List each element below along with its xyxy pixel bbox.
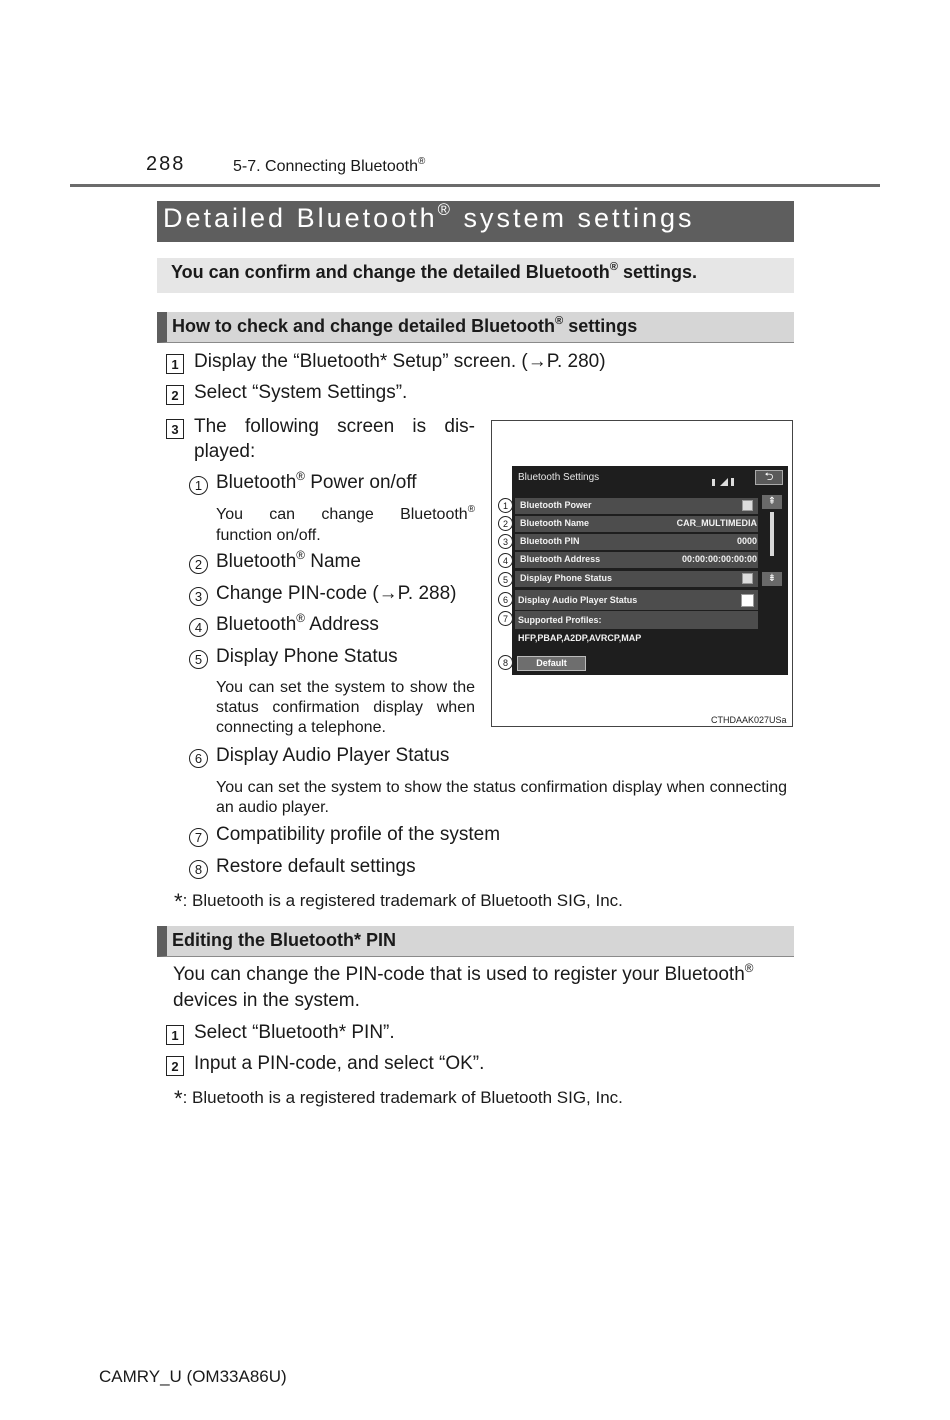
footer-code: CAMRY_U (OM33A86U)	[99, 1367, 287, 1386]
item-number: 5	[189, 650, 208, 669]
step-number: 2	[166, 1056, 184, 1076]
intro-text: You can confirm and change the detailed Bluetooth® settings.	[171, 260, 697, 282]
step-number: 2	[166, 385, 184, 405]
step-number: 3	[166, 419, 184, 439]
item-number: 1	[189, 476, 208, 495]
screen-row-value: 0000	[736, 536, 757, 546]
checkbox-unchecked[interactable]	[741, 594, 754, 607]
section2-paragraph: You can change the PIN-code that is used to register your Bluetooth®	[173, 961, 754, 985]
page-title: Detailed Bluetooth® system settings	[163, 200, 695, 233]
step-number: 1	[166, 354, 184, 374]
checkbox-checked[interactable]	[742, 500, 753, 511]
callout-number: 3	[498, 534, 513, 549]
back-button[interactable]: ⮌	[755, 470, 783, 485]
scroll-up-icon[interactable]: ⇞	[762, 495, 782, 509]
step-text: Display the “Bluetooth* Setup” screen. (→P. 280)	[194, 351, 606, 372]
item-text: Change PIN-code (→P. 288)	[216, 583, 457, 604]
section-title: 5-7. Connecting Bluetooth®	[233, 155, 426, 175]
item-text: Compatibility profile of the system	[216, 824, 501, 845]
screen-row-value: 00:00:00:00:00:00	[681, 554, 757, 564]
item-description: You can change Bluetooth®	[216, 503, 475, 523]
item-text: Bluetooth® Power on/off	[216, 469, 417, 493]
step-text-continued: played:	[194, 441, 256, 462]
screen-row-label: Display Phone Status	[520, 573, 613, 583]
step-text: The following screen is dis-	[194, 416, 475, 437]
default-button[interactable]: Default	[517, 656, 586, 671]
supported-profiles-value: HFP,PBAP,A2DP,AVRCP,MAP	[518, 633, 642, 643]
scroll-down-icon[interactable]: ⇟	[762, 572, 782, 586]
section2-paragraph-continued: devices in the system.	[173, 990, 360, 1011]
callout-number: 8	[498, 655, 513, 670]
item-description: You can set the system to show the status confirmation display when connecting an audio player.	[216, 779, 787, 816]
section2-heading: Editing the Bluetooth* PIN	[172, 930, 396, 950]
item-number: 8	[189, 860, 208, 879]
screen-row-label: Display Audio Player Status	[518, 595, 638, 605]
item-number: 6	[189, 749, 208, 768]
screen-row-label: Bluetooth Address	[520, 554, 601, 564]
screen-row-label: Bluetooth PIN	[520, 536, 580, 546]
callout-number: 4	[498, 553, 513, 568]
callout-number: 5	[498, 572, 513, 587]
footnote: *: Bluetooth is a registered trademark of Bluetooth SIG, Inc.	[174, 1086, 623, 1111]
item-number: 3	[189, 587, 208, 606]
screen-row-label: Supported Profiles:	[518, 615, 602, 625]
screen-row-label: Bluetooth Power	[520, 500, 592, 510]
item-description: You can set the system to show the status confirmation display when connecting a telephone.	[216, 679, 475, 736]
item-text: Bluetooth® Address	[216, 611, 379, 635]
item-number: 4	[189, 618, 208, 637]
status-icons	[712, 474, 744, 484]
item-text: Display Phone Status	[216, 646, 398, 667]
screen-row-value: CAR_MULTIMEDIA	[676, 518, 757, 528]
footnote: *: Bluetooth is a registered trademark of Bluetooth SIG, Inc.	[174, 889, 623, 914]
header-rule	[70, 184, 880, 187]
callout-number: 1	[498, 498, 513, 513]
step-text: Input a PIN-code, and select “OK”.	[194, 1053, 485, 1074]
item-text: Restore default settings	[216, 856, 416, 877]
figure-code: CTHDAAK027USa	[711, 715, 787, 725]
screen-row-label: Bluetooth Name	[520, 518, 590, 528]
callout-number: 6	[498, 592, 513, 607]
item-text: Bluetooth® Name	[216, 548, 361, 572]
callout-number: 2	[498, 516, 513, 531]
step-number: 1	[166, 1025, 184, 1045]
section1-heading: How to check and change detailed Bluetooth® settings	[172, 314, 638, 336]
item-description-continued: function on/off.	[216, 527, 321, 544]
checkbox-checked[interactable]	[742, 573, 753, 584]
item-text: Display Audio Player Status	[216, 745, 450, 766]
screen-title: Bluetooth Settings	[518, 472, 600, 483]
scrollbar[interactable]	[770, 512, 774, 556]
item-number: 7	[189, 828, 208, 847]
page-number: 288	[146, 153, 186, 175]
step-text: Select “Bluetooth* PIN”.	[194, 1022, 395, 1043]
callout-number: 7	[498, 611, 513, 626]
step-text: Select “System Settings”.	[194, 382, 408, 403]
item-number: 2	[189, 555, 208, 574]
